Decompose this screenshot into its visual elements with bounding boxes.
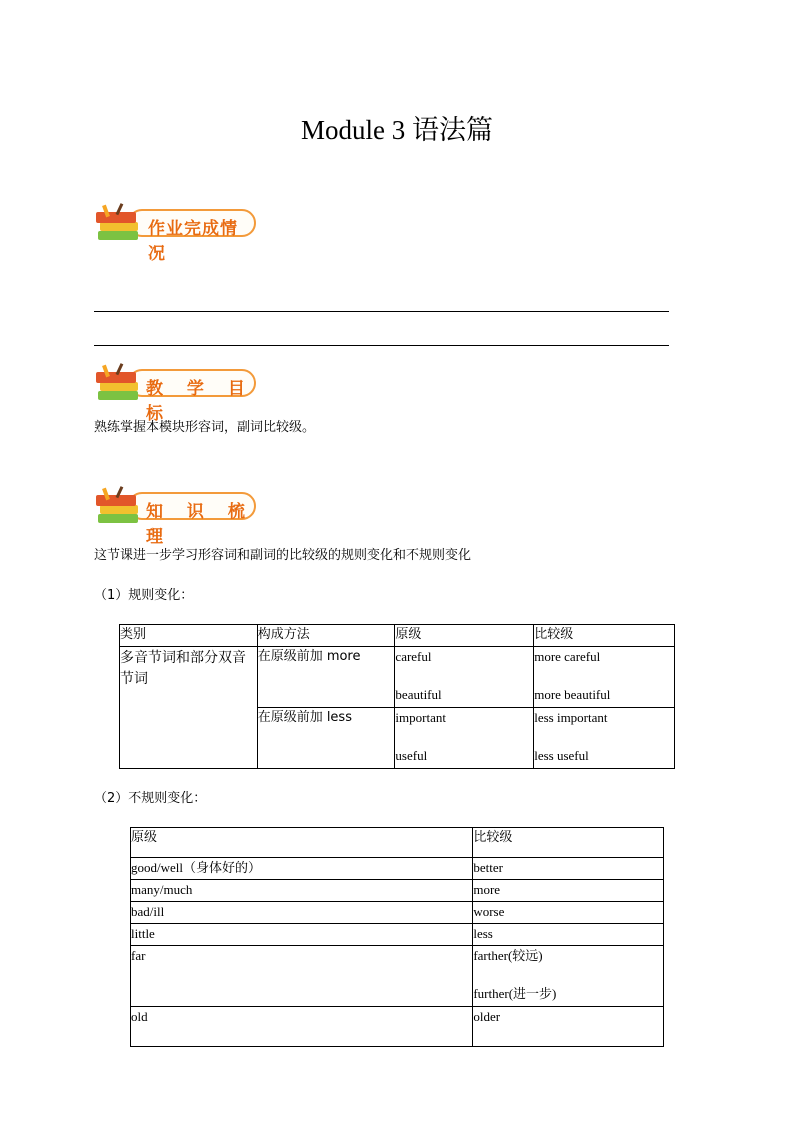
method-cell: 在原级前加 less	[257, 708, 395, 769]
answer-line	[94, 345, 669, 346]
section-badge-label: 知 识 梳 理	[146, 502, 254, 547]
irregular-table	[130, 827, 664, 1047]
base-cell: little	[131, 924, 473, 946]
section-badge-label: 作业完成情况	[148, 219, 238, 264]
header-cell: 构成方法	[257, 625, 395, 647]
base-cell: careful beautiful	[395, 647, 534, 708]
comparative-cell: farther(较远) further(进一步)	[473, 946, 664, 1007]
page-title: Module 3 语法篇	[301, 115, 493, 145]
books-icon	[94, 363, 146, 405]
answer-line	[94, 311, 669, 312]
comparative-cell: older	[473, 1007, 664, 1047]
base-cell: many/much	[131, 880, 473, 902]
base-cell: good/well（身体好的）	[131, 858, 473, 880]
base-cell: important useful	[395, 708, 534, 769]
comparative-cell: more	[473, 880, 664, 902]
irregular-heading: （2）不规则变化：	[94, 791, 207, 806]
comparative-cell: better	[473, 858, 664, 880]
books-icon	[94, 486, 146, 528]
base-cell: bad/ill	[131, 902, 473, 924]
intro-text: 这节课进一步学习形容词和副词的比较级的规则变化和不规则变化	[94, 548, 472, 563]
objective-text: 熟练掌握本模块形容词，副词比较级。	[94, 420, 316, 435]
header-cell: 比较级	[534, 625, 675, 647]
section-badge-objectives	[94, 363, 260, 424]
regular-table	[119, 624, 675, 769]
regular-heading: （1）规则变化：	[94, 588, 194, 603]
base-cell: old	[131, 1007, 473, 1047]
header-cell: 原级	[395, 625, 534, 647]
category-cell: 多音节词和部分双音节词	[120, 647, 258, 769]
method-cell: 在原级前加 more	[257, 647, 395, 708]
comparative-cell: less	[473, 924, 664, 946]
header-cell: 类别	[120, 625, 258, 647]
books-icon	[94, 203, 146, 245]
section-badge-label: 教 学 目 标	[146, 379, 254, 424]
comparative-cell: less important less useful	[534, 708, 675, 769]
comparative-cell: worse	[473, 902, 664, 924]
header-cell: 原级	[131, 828, 473, 858]
section-badge-knowledge	[94, 486, 260, 547]
section-badge-homework	[94, 203, 260, 264]
comparative-cell: more careful more beautiful	[534, 647, 675, 708]
header-cell: 比较级	[473, 828, 664, 858]
base-cell: far	[131, 946, 473, 1007]
